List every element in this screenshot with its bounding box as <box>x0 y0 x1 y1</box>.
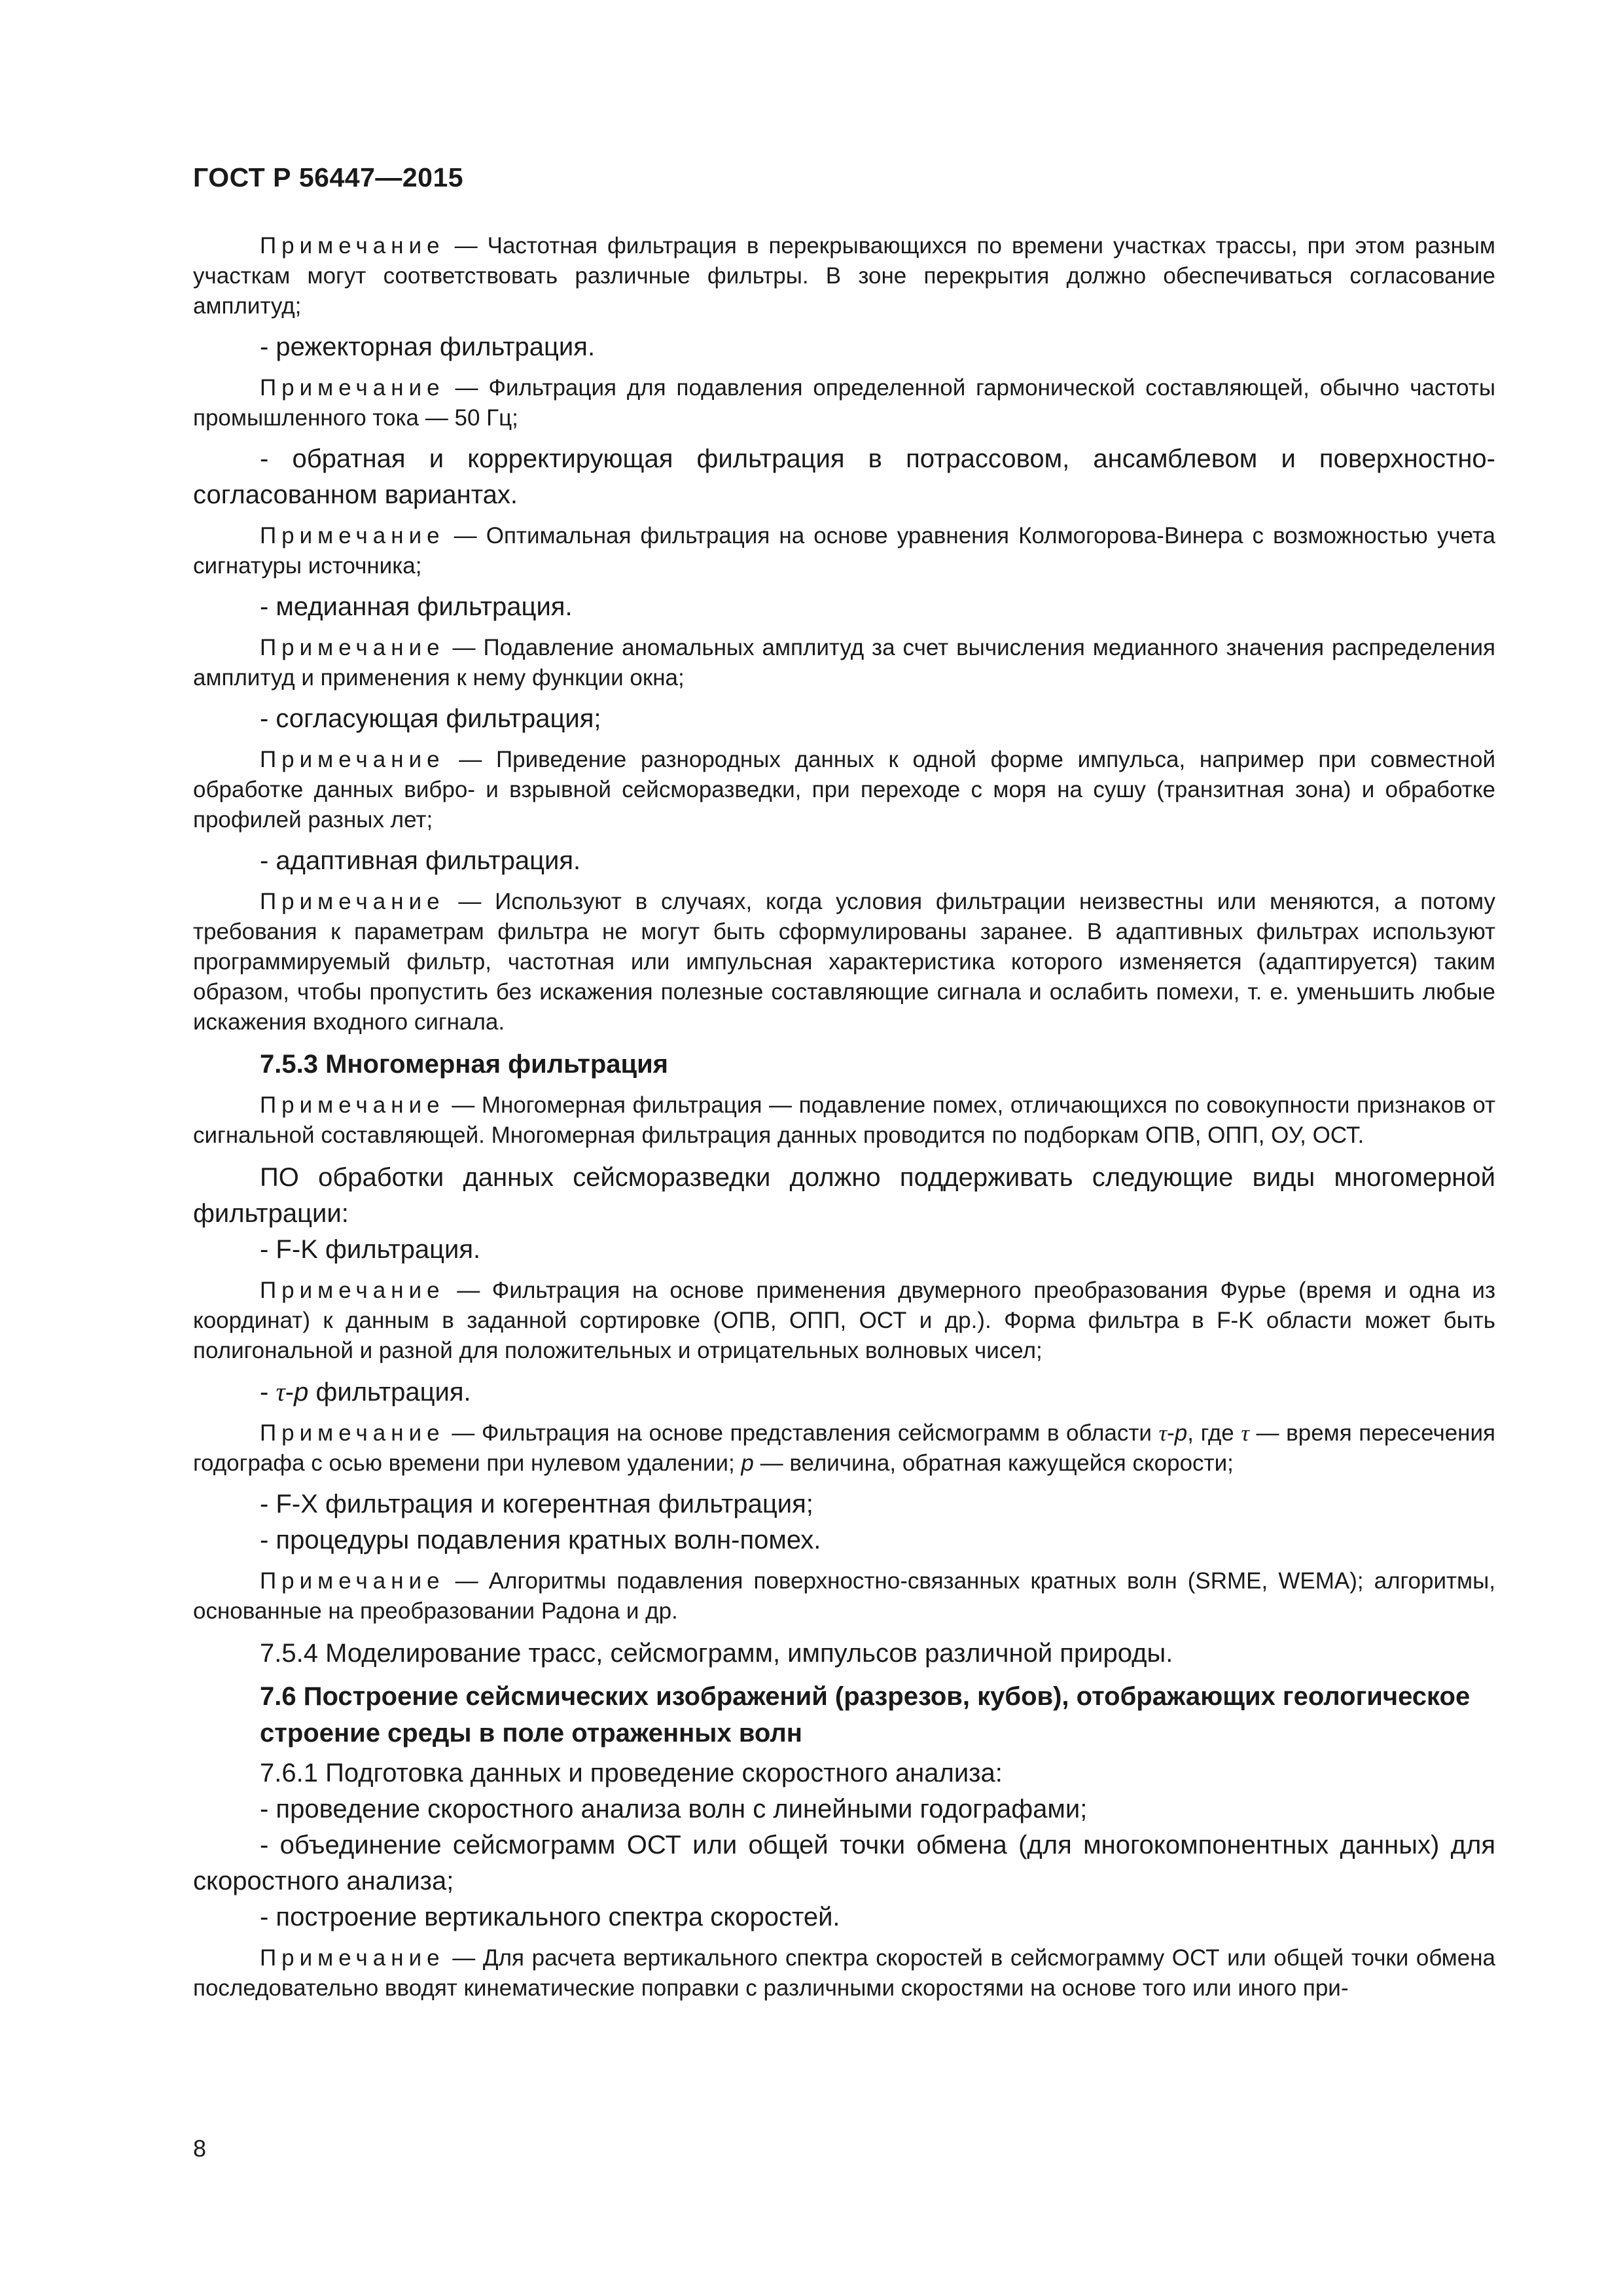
note-label: Примечание <box>260 1945 445 1971</box>
note-paragraph: Примечание — Используют в случаях, когда условия фильтрации неизвестны или меняются, а потому требования к параметрам фильтра не могут быть сформулированы заранее. В адаптивных фильтрах используют программируемый фильтр, частотная или импульсная характеристика которого изменяется (адаптируется) таким образом, чтобы пропустить без искажения полезные составляющие сигнала и ослабить помехи, т. е. уменьшить любые искажения входного сигнала. <box>193 889 1495 1035</box>
section-heading: 7.6 Построение сейсмических изображений (разрезов, кубов), отображающих геологическое строение среды в поле отраженных волн <box>260 1682 1471 1748</box>
list-item: - медианная фильтрация. <box>260 592 573 621</box>
list-item: - режекторная фильтрация. <box>260 332 596 361</box>
page-number: 8 <box>193 2135 207 2162</box>
note-label: Примечание <box>260 233 445 259</box>
note-label: Примечание <box>260 1568 445 1594</box>
list-item: 7.6.1 Подготовка данных и проведение скоростного анализа: <box>260 1759 1003 1787</box>
note-label: Примечание <box>260 1092 445 1118</box>
note-label: Примечание <box>260 747 445 772</box>
note-paragraph: Примечание — Подавление аномальных амплитуд за счет вычисления медианного значения распределения амплитуд и применения к нему функции окна; <box>193 635 1495 691</box>
list-item: - F-X фильтрация и когерентная фильтрация; <box>260 1490 813 1518</box>
note-label: Примечание <box>260 375 445 401</box>
body-paragraph: 7.5.4 Моделирование трасс, сейсмограмм, импульсов различной природы. <box>260 1639 1173 1668</box>
list-item: - проведение скоростного анализа волн с линейными годографами; <box>260 1795 1088 1823</box>
list-item-tau-p-filtering: - τ-p фильтрация. <box>260 1377 471 1407</box>
note-label: Примечание <box>260 889 445 914</box>
list-item: - обратная и корректирующая фильтрация в потрассовом, ансамблевом и поверхностно-согласованном вариантах. <box>193 444 1495 509</box>
note-label: Примечание <box>260 1420 445 1446</box>
list-item: - построение вертикального спектра скоростей. <box>260 1903 840 1931</box>
text-flow-top <box>193 231 1495 1366</box>
note-label: Примечание <box>260 1278 445 1303</box>
list-item: - процедуры подавления кратных волн-помех. <box>260 1526 821 1554</box>
page-content <box>193 162 1495 2011</box>
note-paragraph: Примечание — Алгоритмы подавления поверхностно-связанных кратных волн (SRME, WEMA); алгоритмы, основанные на преобразовании Радона и др. <box>193 1568 1495 1624</box>
note-paragraph-tau-p: Примечание — Фильтрация на основе представления сейсмограмм в области τ-p, где τ — время пересечения годографа с осью времени при нулевом удалении; p — величина, обратная кажущейся скорости; <box>193 1420 1495 1476</box>
body-paragraph: ПО обработки данных сейсморазведки должно поддерживать следующие виды многомерной фильтрации: <box>193 1163 1495 1228</box>
note-paragraph: Примечание — Фильтрация на основе применения двумерного преобразования Фурье (время и одна из координат) к данным в заданной сортировке (ОПВ, ОПП, ОСТ и др.). Форма фильтра в F-K области может быть полигональной и разной для положительных и отрицательных волновых чисел; <box>193 1278 1495 1363</box>
note-paragraph: Примечание — Для расчета вертикального спектра скоростей в сейсмограмму ОСТ или общей точки обмена последовательно вводят кинематические поправки с различными скоростями на основе того или иного при- <box>193 1945 1495 2001</box>
note-paragraph: Примечание — Приведение разнородных данных к одной форме импульса, например при совместной обработке данных вибро- и взрывной сейсморазведки, при переходе с моря на сушу (транзитная зона) и обработке профилей разных лет; <box>193 747 1495 833</box>
note-label: Примечание <box>260 523 445 548</box>
note-paragraph: Примечание — Оптимальная фильтрация на основе уравнения Колмогорова-Винера с возможностью учета сигнатуры источника; <box>193 523 1495 579</box>
list-item: - F-K фильтрация. <box>260 1235 481 1264</box>
list-item: - согласующая фильтрация; <box>260 704 601 733</box>
document-code-header: ГОСТ Р 56447—2015 <box>193 162 464 192</box>
text-flow-bottom <box>193 1486 1495 2003</box>
list-item: - адаптивная фильтрация. <box>260 846 581 875</box>
note-paragraph: Примечание — Многомерная фильтрация — подавление помех, отличающихся по совокупности признаков от сигнальной составляющей. Многомерная фильтрация данных проводится по подборкам ОПВ, ОПП, ОУ, ОСТ. <box>193 1092 1495 1148</box>
note-paragraph: Примечание — Фильтрация для подавления определенной гармонической составляющей, обычно частоты промышленного тока — 50 Гц; <box>193 375 1495 431</box>
list-item: - объединение сейсмограмм ОСТ или общей точки обмена (для многокомпонентных данных) для скоростного анализа; <box>193 1831 1495 1895</box>
note-label: Примечание <box>260 635 445 660</box>
subsection-heading: 7.5.3 Многомерная фильтрация <box>260 1050 669 1079</box>
note-paragraph: Примечание — Частотная фильтрация в перекрывающихся по времени участках трассы, при этом разным участкам могут соответствовать различные фильтры. В зоне перекрытия должно обеспечиваться согласование амплитуд; <box>193 233 1495 319</box>
